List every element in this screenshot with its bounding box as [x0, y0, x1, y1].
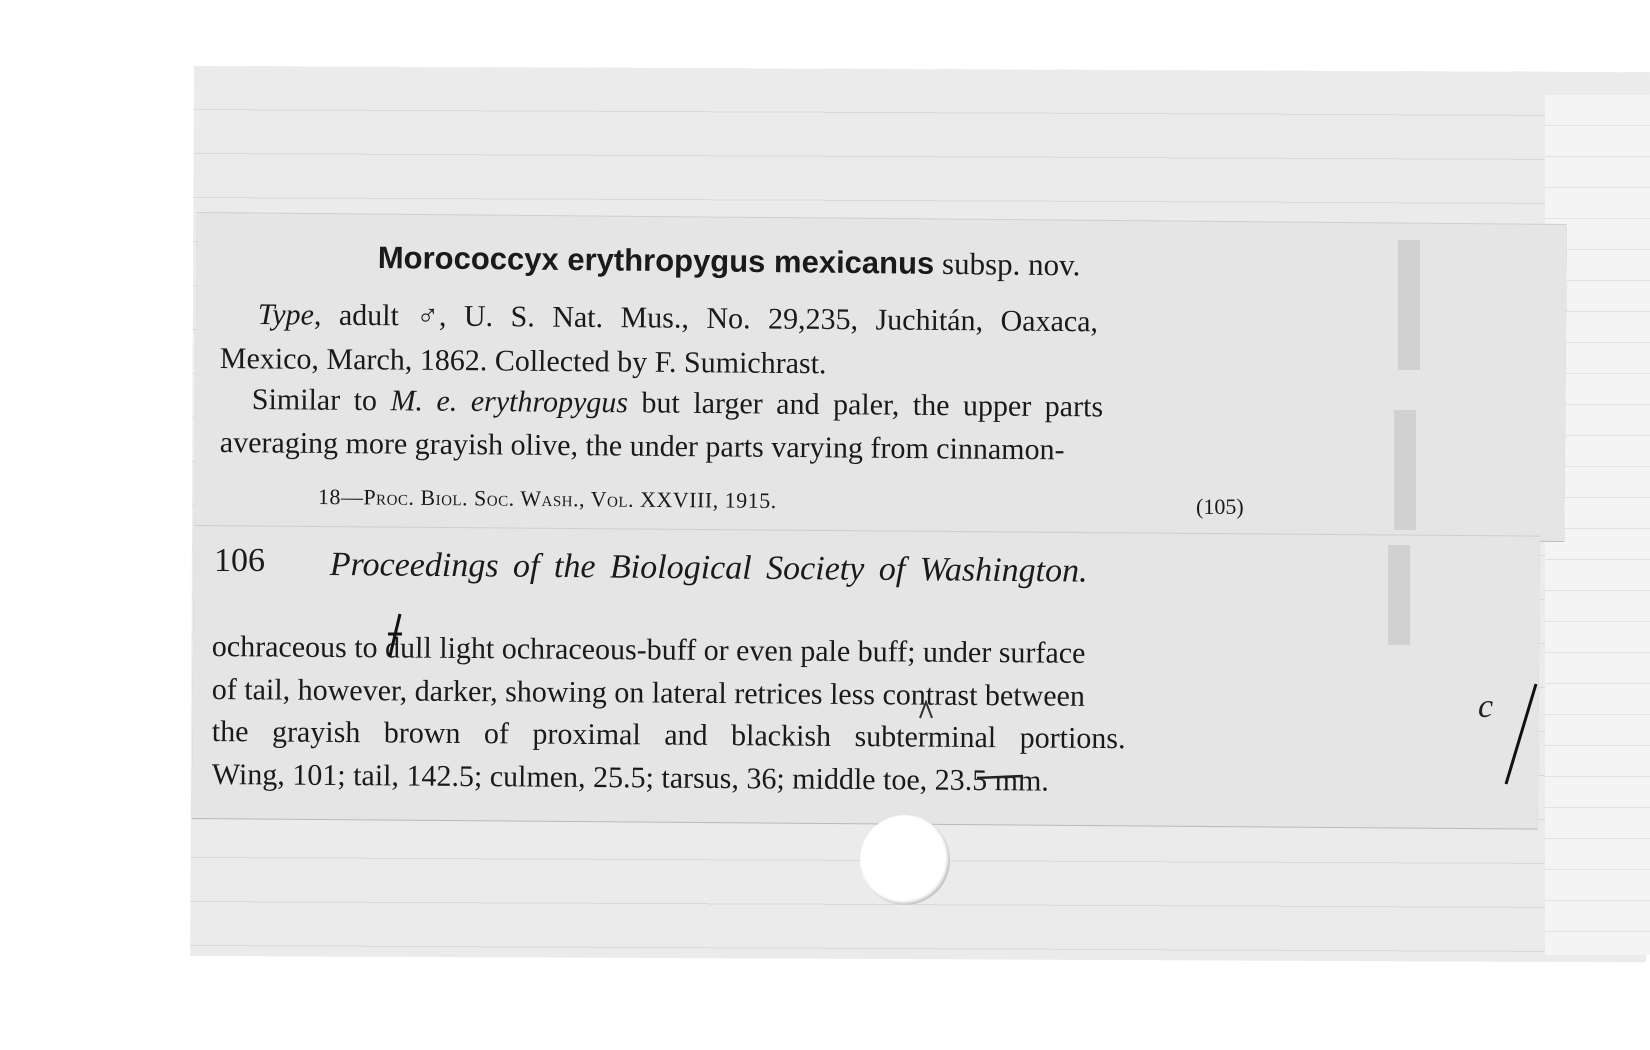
tape-shadow	[1398, 240, 1420, 370]
similar-prefix: Similar to	[251, 383, 391, 418]
page-footer	[318, 484, 777, 514]
type-details: , adult ♂, U. S. Nat. Mus., No. 29,235, Juchitán, Oaxaca,	[313, 298, 1099, 339]
description-line-2: Mexico, March, 1862. Collected by F. Sumichrast.	[219, 342, 827, 381]
similar-suffix: but larger and paler, the upper parts	[627, 386, 1104, 424]
compared-taxon: M. e. erythropygus	[390, 384, 629, 420]
type-label: Type	[257, 298, 315, 332]
page-number: 106	[214, 542, 265, 579]
running-head: Proceedings of the Biological Society of Washington.	[329, 546, 1088, 590]
species-title	[378, 240, 1081, 283]
strike-mark-icon	[975, 770, 1025, 784]
footer-page-number: (105)	[1196, 494, 1244, 519]
species-status: subsp. nov.	[934, 245, 1081, 283]
footer-journal: Proc. Biol. Soc. Wash., Vol. XXVIII, 1915.	[363, 484, 777, 514]
caret-mark-icon	[918, 700, 934, 720]
continuation-line-4: Wing, 101; tail, 142.5; culmen, 25.5; tarsus, 36; middle toe, 23.5 mm.	[211, 758, 1050, 798]
pencil-mark-icon	[380, 612, 410, 662]
continuation-line-2: of tail, however, darker, showing on lateral retrices less contrast between	[211, 673, 1086, 713]
footer-signature: 18—	[317, 484, 364, 510]
continuation-line-1: ochraceous to dull light ochraceous-buff or even pale buff; under surface	[211, 630, 1086, 670]
tape-shadow	[1388, 545, 1410, 645]
description-line-4: averaging more grayish olive, the under parts varying from cinnamon-	[219, 426, 1065, 467]
punch-hole	[860, 815, 950, 905]
continuation-line-3: the grayish brown of proximal and blackish subterminal portions.	[211, 715, 1126, 756]
pencil-slash-icon	[1500, 680, 1540, 790]
tape-shadow	[1394, 410, 1416, 530]
species-name: Morococcyx erythropygus mexicanus	[377, 240, 935, 281]
margin-letter: c	[1478, 688, 1494, 725]
